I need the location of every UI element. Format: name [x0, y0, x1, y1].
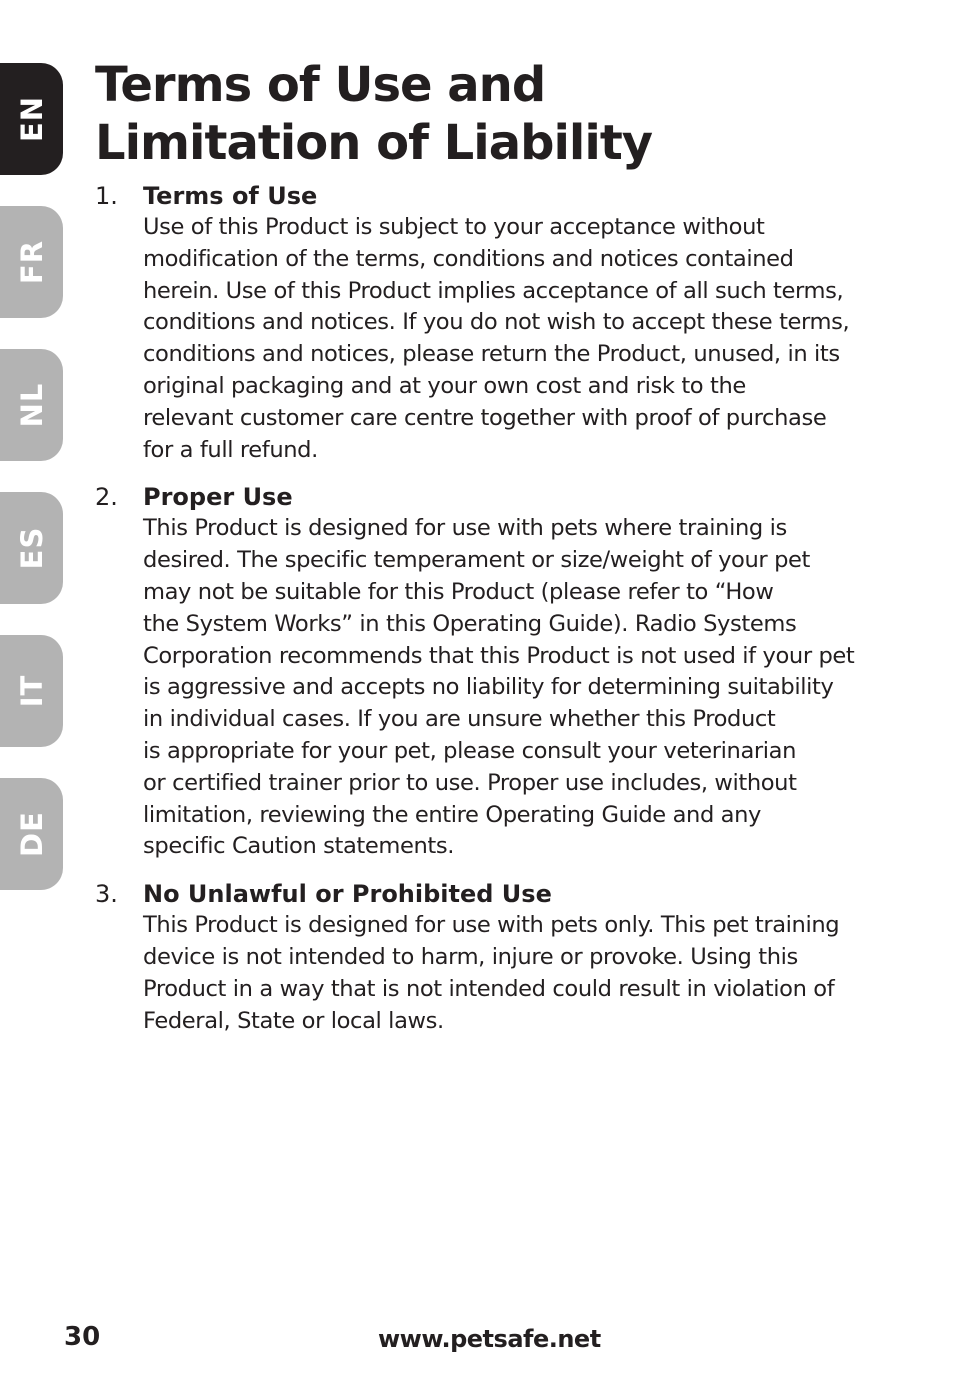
body-line: or certified trainer prior to use. Proper use includes, without	[143, 769, 797, 796]
language-tab-label: EN	[14, 95, 49, 143]
body-line: conditions and notices. If you do not wish to accept these terms,	[143, 309, 850, 336]
section-number: 1.	[95, 182, 118, 210]
website-url[interactable]: www.petsafe.net	[378, 1325, 601, 1353]
terms-section-proper-use	[95, 481, 895, 863]
section-heading: No Unlawful or Prohibited Use	[143, 880, 552, 909]
language-tab-de[interactable]	[0, 778, 63, 890]
terms-section-no-unlawful-use	[95, 878, 895, 1037]
body-line: for a full refund.	[143, 436, 318, 463]
section-body	[143, 513, 895, 863]
language-tab-nl[interactable]	[0, 349, 63, 461]
language-tab-label: NL	[14, 382, 49, 428]
body-line: device is not intended to harm, injure or provoke. Using this	[143, 943, 798, 970]
body-line: the System Works” in this Operating Guide). Radio Systems	[143, 610, 797, 637]
page-title-line-1: Terms of Use and	[95, 57, 546, 113]
body-line: desired. The specific temperament or size/weight of your pet	[143, 547, 810, 574]
body-line: Federal, State or local laws.	[143, 1007, 444, 1034]
section-heading: Proper Use	[143, 483, 293, 512]
page-number: 30	[64, 1322, 101, 1352]
section-number: 2.	[95, 483, 118, 512]
body-line: conditions and notices, please return the Product, unused, in its	[143, 341, 840, 368]
body-line: limitation, reviewing the entire Operating Guide and any	[143, 801, 762, 828]
language-tab-label: FR	[14, 239, 49, 285]
body-line: This Product is designed for use with pets where training is	[143, 515, 787, 542]
terms-section-terms-of-use	[95, 180, 895, 466]
language-tab-label: IT	[14, 674, 49, 708]
section-body	[143, 212, 895, 466]
language-tab-es[interactable]	[0, 492, 63, 604]
section-body	[143, 910, 895, 1037]
section-number: 3.	[95, 880, 118, 909]
body-line: in individual cases. If you are unsure whether this Product	[143, 706, 776, 733]
language-tab-label: DE	[14, 811, 49, 857]
language-tab-fr[interactable]	[0, 206, 63, 318]
terms-list	[95, 180, 895, 1052]
body-line: relevant customer care centre together with proof of purchase	[143, 404, 827, 431]
body-line: herein. Use of this Product implies acceptance of all such terms,	[143, 277, 844, 304]
body-line: may not be suitable for this Product (please refer to “How	[143, 578, 774, 605]
language-tab-label: ES	[14, 526, 49, 570]
body-line: Product in a way that is not intended could result in violation of	[143, 975, 835, 1002]
body-line: original packaging and at your own cost and risk to the	[143, 372, 746, 399]
page-title-line-2: Limitation of Liability	[95, 115, 653, 171]
language-tab-en[interactable]	[0, 63, 63, 175]
body-line: Corporation recommends that this Product is not used if your pet	[143, 642, 855, 669]
body-line: Use of this Product is subject to your acceptance without	[143, 214, 765, 240]
body-line: This Product is designed for use with pets only. This pet training	[143, 912, 840, 939]
language-tab-it[interactable]	[0, 635, 63, 747]
body-line: specific Caution statements.	[143, 833, 455, 860]
section-heading: Terms of Use	[143, 182, 318, 210]
body-line: is appropriate for your pet, please consult your veterinarian	[143, 737, 797, 764]
body-line: modification of the terms, conditions and notices contained	[143, 245, 794, 272]
page-title	[95, 56, 652, 172]
body-line: is aggressive and accepts no liability for determining suitability	[143, 674, 834, 701]
